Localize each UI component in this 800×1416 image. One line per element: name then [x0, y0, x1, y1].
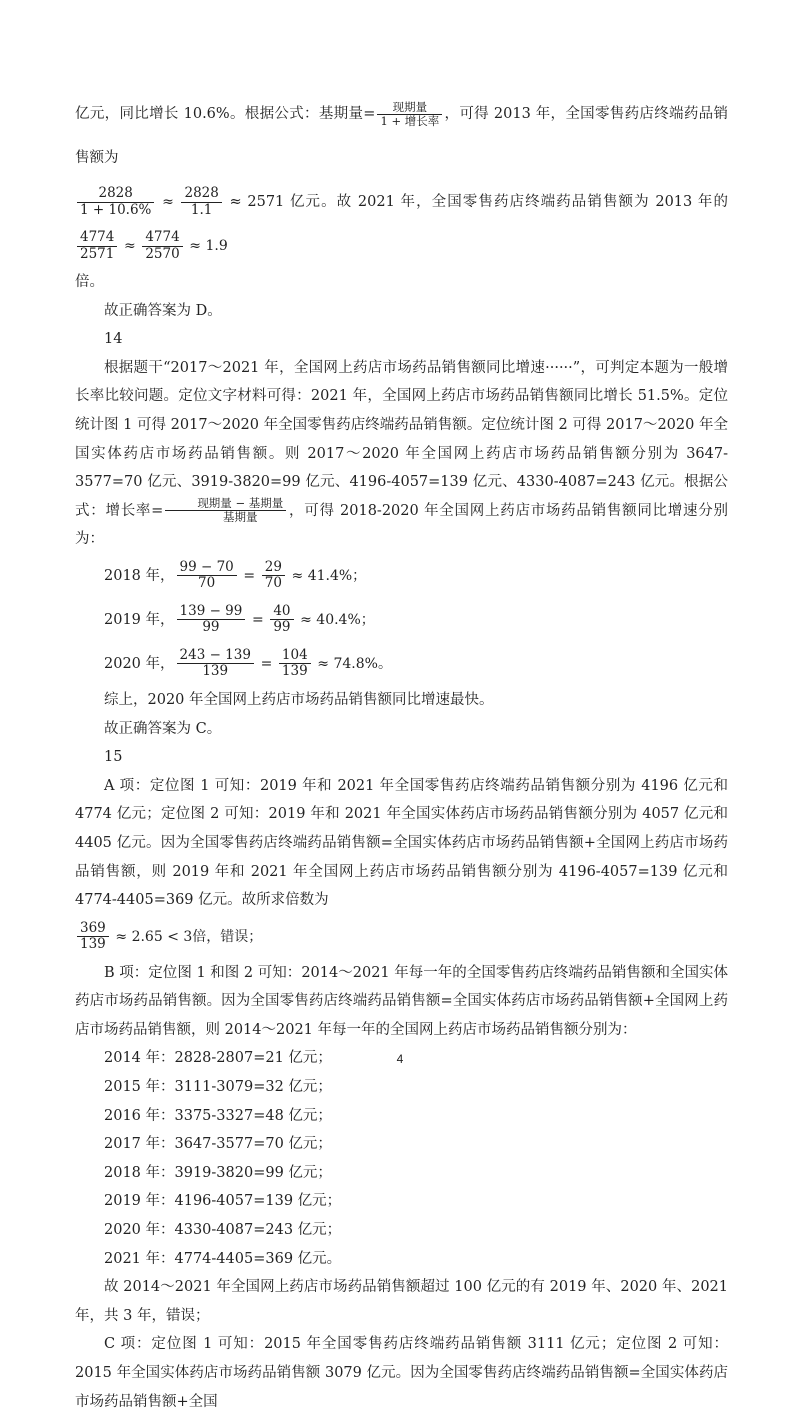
- q13-line-1: [75, 92, 728, 180]
- fraction-denominator: 2571: [80, 245, 115, 262]
- fraction-denominator: 70: [198, 575, 216, 592]
- q14-summary: 综上，2020 年全国网上药店市场药品销售额同比增速最快。: [104, 691, 494, 708]
- q13-answer: 故正确答案为 D。: [104, 302, 222, 319]
- rate-formula-fraction: [165, 497, 286, 524]
- calc-fraction-3: [77, 230, 117, 261]
- fraction-numerator: 2828: [77, 186, 154, 202]
- fraction-denominator: 1 + 10.6%: [80, 201, 152, 218]
- calc-year: 2019 年，: [104, 611, 175, 628]
- calc-result-fraction: [279, 648, 311, 679]
- text-segment: ≈ 2571 亿元。故 2021 年，全国零售药店终端药品销售额为 2013 年的: [229, 194, 729, 210]
- q14-paragraph: [75, 354, 728, 554]
- q15-option-a: A 项：定位图 1 可知：2019 年和 2021 年全国零售药店终端药品销售额分别为 4196 亿元和 4774 亿元；定位图 2 可知：2019 年和 2021 年全国实体药店市场药品销售额分别为 4057 亿元和 4405 亿元。因为全国零售药店终端药品销售额=全国实体药店市场药品销售额+全国网上药店市场药品销售额，则 2019 年和 2021 年全国网上药店市场药品销售额分别为 4196-4057=139 亿元和 4774-4405=369 亿元。故所求倍数为: [75, 777, 728, 909]
- q13-line-2: [75, 180, 728, 268]
- fraction-numerator: 369: [77, 921, 109, 937]
- text-segment: ，可得 2013 年，全国零售药店终端药品销售额为: [75, 106, 728, 166]
- calc-result: ≈ 40.4%；: [300, 611, 375, 628]
- q15-option-b: B 项：定位图 1 和图 2 可知：2014～2021 年每一年的全国零售药店终端药品销售额和全国实体药店市场药品销售额。因为全国零售药店终端药品销售额=全国实体药店市场药品销售额+全国网上药店市场药品销售额，则 2014～2021 年每一年的全国网上药店市场药品销售额分别为：: [75, 964, 728, 1038]
- approx-sign: ≈: [123, 238, 136, 254]
- fraction-denominator: 1.1: [190, 201, 213, 218]
- calc-year: 2020 年，: [104, 655, 175, 672]
- text-segment: 根据题干“2017～2021 年，全国网上药店市场药品销售额同比增速······”，可判定本题为一般增长率比较问题。定位文字材料可得：2021 年，全国网上药店市场药品销售额同比增长 51.5%。定位统计图 1 可得 2017～2020 年全国零售药店终端药品销售额。定位统计图 2 可得 2017～2020 年全国实体药店市场药品销售额。则 2017～2020 年全国网上药店市场药品销售额分别为 3647-3577=70 亿元、3919-3820=99 亿元、4196-4057=139 亿元、4330-4087=243 亿元。根据公式：增长率=: [75, 359, 728, 519]
- fraction-numerator: 104: [279, 648, 311, 664]
- q15-option-b-list: [75, 1044, 728, 1273]
- page-number: 4: [396, 1052, 404, 1066]
- text-segment: ，可得 2018-2020 年全国网上药店市场药品销售额同比增速分别为：: [75, 502, 728, 548]
- text-segment: ≈ 2.65 < 3倍，错误；: [115, 928, 263, 945]
- calc-result-fraction: [270, 604, 293, 635]
- calc-fraction-2: [181, 186, 221, 217]
- q14-calc-line: [75, 642, 728, 686]
- q14-answer: 故正确答案为 C。: [104, 720, 222, 737]
- list-item: 2014 年：2828-2807=21 亿元；: [104, 1050, 332, 1067]
- q15-option-a-result: [75, 915, 728, 959]
- fraction-numerator: 29: [262, 560, 285, 576]
- fraction-denominator: 99: [273, 619, 291, 636]
- list-item: 2019 年：4196-4057=139 亿元；: [104, 1193, 342, 1210]
- fraction-denominator: 1 + 增长率: [380, 113, 440, 128]
- q14-number: 14: [104, 331, 123, 348]
- text-segment: 亿元，同比增长 10.6%。根据公式：基期量=: [75, 106, 376, 122]
- fraction-denominator: 2570: [145, 245, 180, 262]
- fraction-numerator: 139 − 99: [177, 604, 246, 620]
- list-item: 2015 年：3111-3079=32 亿元；: [104, 1079, 332, 1096]
- calc-diff-fraction: [177, 604, 246, 635]
- equals-sign: =: [243, 567, 256, 584]
- calc-fraction-1: [77, 186, 154, 217]
- equals-sign: =: [260, 655, 273, 672]
- fraction-numerator: 99 − 70: [177, 560, 237, 576]
- fraction-numerator: 243 − 139: [177, 648, 254, 664]
- list-item: 2020 年：4330-4087=243 亿元；: [104, 1222, 342, 1239]
- calc-year: 2018 年，: [104, 567, 175, 584]
- fraction-numerator: 现期量: [377, 101, 442, 115]
- q14-calc-list: [75, 554, 728, 686]
- q14-calc-line: [75, 598, 728, 642]
- q13-line-3: 倍。: [75, 274, 104, 290]
- q15-option-b-conclusion: 故 2014～2021 年全国网上药店市场药品销售额超过 100 亿元的有 2019 年、2020 年、2021 年，共 3 年，错误；: [75, 1279, 728, 1324]
- list-item: 2017 年：3647-3577=70 亿元；: [104, 1136, 332, 1153]
- fraction-denominator: 139: [202, 663, 229, 680]
- calc-diff-fraction: [177, 648, 254, 679]
- list-item: 2018 年：3919-3820=99 亿元；: [104, 1164, 332, 1181]
- fraction-numerator: 现期量 − 基期量: [165, 497, 286, 511]
- calc-fraction-4: [142, 230, 182, 261]
- q15-option-c: C 项：定位图 1 可知：2015 年全国零售药店终端药品销售额 3111 亿元；定位图 2 可知：2015 年全国实体药店市场药品销售额 3079 亿元。因为全国零售药店终端药品销售额=全国实体药店市场药品销售额+全国: [75, 1336, 728, 1410]
- calc-result: ≈ 41.4%；: [291, 567, 367, 584]
- q15-number: 15: [104, 749, 123, 766]
- calc-result-fraction: [262, 560, 285, 591]
- equals-sign: =: [251, 611, 264, 628]
- fraction-numerator: 4774: [142, 230, 182, 246]
- calc-result: ≈ 74.8%。: [317, 655, 392, 672]
- approx-sign: ≈: [162, 194, 174, 210]
- calc-diff-fraction: [177, 560, 237, 591]
- fraction-numerator: 4774: [77, 230, 117, 246]
- base-formula-fraction: [377, 101, 442, 128]
- ratio-fraction: [77, 921, 109, 952]
- page-content: [75, 92, 728, 1416]
- fraction-denominator: 139: [281, 663, 308, 680]
- fraction-denominator: 99: [202, 619, 220, 636]
- q14-calc-line: [75, 554, 728, 598]
- fraction-numerator: 2828: [181, 186, 221, 202]
- list-item: 2021 年：4774-4405=369 亿元。: [104, 1250, 342, 1267]
- fraction-numerator: 40: [270, 604, 293, 620]
- fraction-denominator: 基期量: [223, 510, 258, 525]
- text-segment: ≈ 1.9: [189, 238, 228, 254]
- fraction-denominator: 139: [80, 936, 106, 953]
- fraction-denominator: 70: [264, 575, 282, 592]
- list-item: 2016 年：3375-3327=48 亿元；: [104, 1107, 332, 1124]
